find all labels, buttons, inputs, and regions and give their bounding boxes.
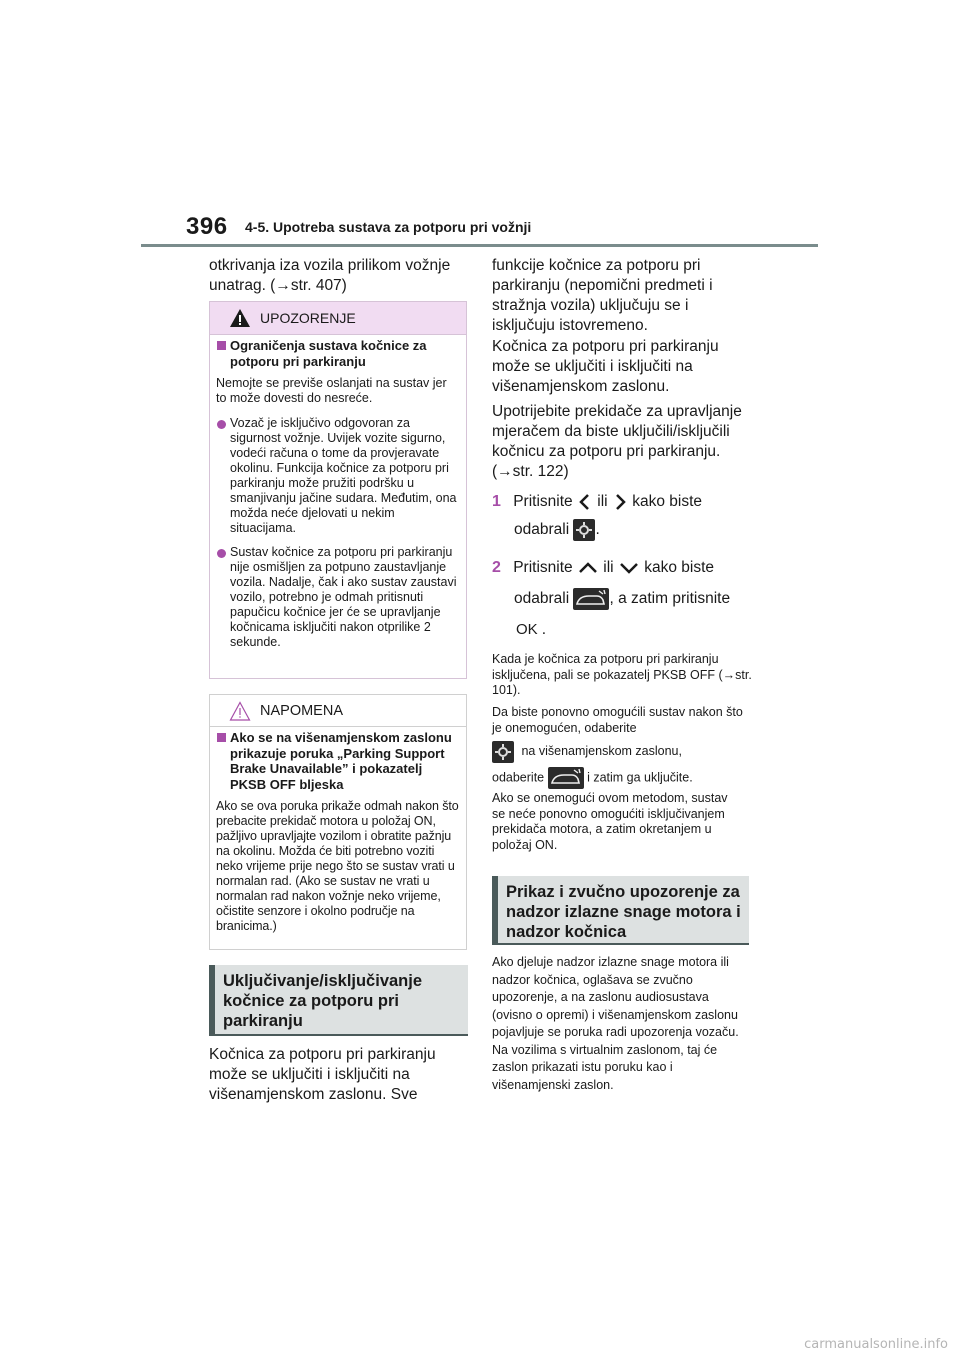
step-text: . [541, 621, 546, 638]
step-number: 1 [492, 493, 501, 511]
note-title: NAPOMENA [260, 703, 343, 719]
paragraph: funkcije kočnice za potporu pri parkiranju (nepomični predmeti i stražnja vozila) uključuju se i isključuju istovremeno. [492, 257, 713, 334]
step-2 [492, 558, 754, 578]
note-reenable-tail: Ako se onemogući ovom metodom, sustav se neće ponovno omogućiti isključivanjem prekidača motora, a zatim okretanjem u položaj ON. [492, 791, 728, 852]
step-text: odabrali [514, 590, 570, 608]
warning-box [209, 301, 467, 679]
note-text: i zatim ga uključite. [587, 770, 693, 785]
caution-icon [229, 701, 251, 721]
header-rule [141, 244, 818, 247]
section-title: 4-5. Upotreba sustava za potporu pri vožnji [245, 219, 532, 235]
warning-bullet: Sustav kočnice za potporu pri parkiranju nije osmišljen za potpuno zaustavljanje vozila. Nadalje, čak i ako sustav zaustavi vozilo, potrebno je odmah pritisnuti papučicu kočnice jer će se upravljanje kočnicama isključiti nakon otprilike 2 sekunde. [216, 545, 460, 650]
note-header [210, 695, 466, 727]
ok-button-icon: OK [516, 621, 538, 638]
warning-title: UPOZORENJE [260, 310, 356, 326]
step-text: Pritisnite [513, 559, 573, 576]
step-1-cont [514, 519, 600, 541]
chevron-down-icon [618, 560, 640, 576]
step-text: odabrali [514, 521, 570, 539]
step-1 [492, 492, 754, 512]
settings-gear-icon [492, 741, 514, 763]
page-number: 396 [186, 213, 228, 240]
warning-subheading: Ograničenja sustava kočnice za potporu pri parkiranju [216, 338, 460, 369]
paragraph: Kočnica za potporu pri parkiranju može se uključiti i isključiti na višenamjenskom zaslonu. [492, 338, 719, 395]
step-text: ili [603, 559, 614, 576]
settings-gear-icon [573, 519, 595, 541]
step-2-ok [516, 620, 546, 640]
section-text: Kočnica za potporu pri parkiranju može se uključiti i isključiti na višenamjenskom zaslonu. Sve [209, 1046, 436, 1103]
note-subheading: Ako se na višenamjenskom zaslonu prikazuje poruka „Parking Support Brake Unavailable” i pokazatelj PKSB OFF bljeska [216, 730, 460, 792]
section-heading-parking-brake: Uključivanje/isključivanje kočnice za potporu pri parkiranju [209, 965, 468, 1036]
note-box [209, 694, 467, 950]
section-text-monitoring: Ako djeluje nadzor izlazne snage motora ili nadzor kočnica, oglašava se zvučno upozorenje, a na zaslonu audiosustava (ovisno o opremi) i višenamjenskom zaslonu pojavljuje se poruka radi upozorenja vozaču. Na vozilima s virtualnim zaslonom, taj će zaslon prikazati istu poruku kao i višenamjenski zaslon. [492, 955, 739, 1092]
note-reenable: Da biste ponovno omogućili sustav nakon što je onemogućen, odaberite [492, 705, 743, 735]
warning-bullet: Vozač je isključivo odgovoran za sigurnost vožnje. Uvijek vozite sigurno, vodeći računa o tome da provjeravate okolinu. Funkcija kočnice za potporu pri parkiranju može pružiti podršku u smanjivanju jačine sudara. Međutim, ona možda neće djelovati u nekim situacijama. [216, 416, 460, 536]
step-text: Pritisnite [513, 493, 573, 511]
step-text: ili [597, 493, 608, 511]
chevron-up-icon [577, 560, 599, 576]
intro-text: otkrivanja iza vozila prilikom vožnje unatrag. (→str. 407) [209, 257, 451, 294]
step-text: . [595, 521, 600, 539]
step-number: 2 [492, 559, 501, 576]
chevron-left-icon [577, 492, 593, 512]
parking-support-brake-icon [548, 767, 584, 789]
chevron-right-icon [612, 492, 628, 512]
note-reenable-line [492, 767, 752, 789]
step-text: kako biste [632, 493, 703, 511]
parking-support-brake-icon [573, 588, 609, 610]
note-reenable-line [492, 741, 752, 763]
note-text: odaberite [492, 770, 545, 785]
watermark: carmanualsonline.info [804, 1337, 948, 1352]
step-text: kako biste [644, 559, 715, 576]
paragraph: Upotrijebite prekidače za upravljanje mjeračem da biste uključili/isključili kočnicu za potporu pri parkiranju. (→str. 122) [492, 403, 742, 480]
note-text: na višenamjenskom zaslonu, [521, 744, 682, 759]
step-2-cont [514, 588, 730, 610]
warning-icon [229, 308, 251, 328]
note-pksb-off: Kada je kočnica za potporu pri parkiranju isključena, pali se pokazatelj PKSB OFF (→str. 101). [492, 652, 752, 697]
step-text: , a zatim pritisnite [609, 590, 731, 608]
note-paragraph: Ako se ova poruka prikaže odmah nakon što prebacite prekidač motora u položaj ON, pažljivo upravljajte vozilom i obratite pažnju na okolinu. Možda će biti potrebno voziti neko vrijeme prije nego što se sustav vrati u normalan rad. (Ako se sustav ne vrati u normalan rad nakon vožnje neko vrijeme, očistite senzore i okolno područje na branicima.) [216, 799, 459, 933]
section-heading-monitoring: Prikaz i zvučno upozorenje za nadzor izlazne snage motora i nadzor kočnica [492, 876, 749, 945]
warning-header [210, 302, 466, 335]
warning-paragraph: Nemojte se previše oslanjati na sustav jer to može dovesti do nesreće. [216, 376, 447, 405]
